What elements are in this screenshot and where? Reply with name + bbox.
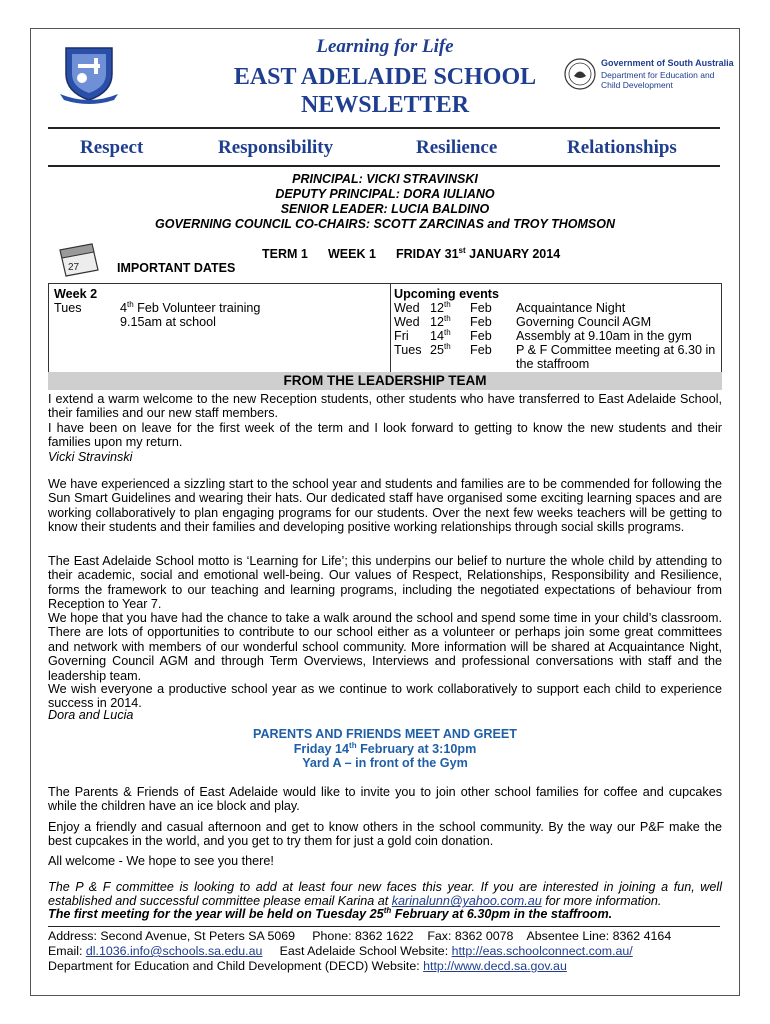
leadership-p4: The East Adelaide School motto is ‘Learning for Life’; this underpins our belief to nurture the whole child by attending to their academic, social and emotional well-being. Our values of Respect, Relationships, Responsibility and Resilience, forms the framework to our teaching and learning programs, including the negotiated expectations of behaviour from Reception to Year 7. — [48, 554, 722, 612]
footer-contacts: Email: dl.1036.info@schools.sa.edu.au East Adelaide School Website: http://eas.schoolconnect.com.au/ — [48, 944, 633, 958]
leadership-p2: I have been on leave for the first week of the term and I look forward to getting to know the new students and their families upon my return. — [48, 421, 722, 450]
upcoming-event: Wed 12th Feb Governing Council AGM — [394, 313, 652, 329]
newsletter-title-line1: EAST ADELAIDE SCHOOL — [233, 64, 537, 90]
leadership-p1: I extend a warm welcome to the new Reception students, other students who have transferred to East Adelaide School, their families and our new staff members. — [48, 392, 722, 421]
value-resilience: Resilience — [416, 137, 498, 158]
upcoming-events-list — [394, 301, 716, 371]
school-website-link[interactable]: http://eas.schoolconnect.com.au/ — [451, 944, 633, 958]
leadership-p5: We hope that you have had the chance to take a walk around the school and spend some time in your child’s classroom. There are lots of opportunities to contribute to our school either as a volunteer or perhaps join some great committees and network with members of our wonderful school community. More information will be shared at Acquaintance Night, Governing Council AGM and through Term Overviews, Interviews and professional conversations with staff and the leadership team. — [48, 611, 722, 683]
week2-day: Tues — [54, 301, 82, 315]
leadership-p3: We have experienced a sizzling start to the school year and students and families are to be commended for following the Sun Smart Guidelines and wearing their hats. Our dedicated staff have organised some exciting learning spaces and are working collaboratively to plan engaging programs for our students. Over the next few weeks teachers will be getting to know their students and their families and developing positive working relationships through social skills programs. — [48, 477, 722, 535]
upcoming-heading: Upcoming events — [394, 287, 499, 301]
week-label: WEEK 1 — [328, 247, 376, 261]
week2-event-time: 9.15am at school — [120, 315, 216, 329]
footer-decd: Department for Education and Child Development (DECD) Website: http://www.decd.sa.gov.au — [48, 959, 567, 973]
upcoming-event: Tues 25th Feb P & F Committee meeting at 6.30 in the staffroom — [394, 341, 716, 371]
pf-p1: The Parents & Friends of East Adelaide would like to invite you to join other school families for coffee and cupcakes while the children have an ice block and play. — [48, 785, 722, 814]
pf-date: Friday 14th February at 3:10pm — [293, 740, 477, 756]
value-relationships: Relationships — [567, 137, 677, 158]
karina-email-link[interactable]: karinalunn@yahoo.com.au — [391, 894, 542, 909]
divider-values — [48, 165, 720, 167]
value-respect: Respect — [80, 137, 144, 158]
newsletter-title-line2: NEWSLETTER — [300, 92, 470, 118]
senior-leader: SENIOR LEADER: LUCIA BALDINO — [280, 202, 490, 216]
gov-line2: Department for Education and — [601, 70, 715, 80]
school-motto: Learning for Life — [316, 36, 454, 57]
pf-p4: The P & F committee is looking to add at least four new faces this year. If you are interested in joining a fun, well established and successful committee please email Karina at karinalunn@yahoo.com.au for more information. — [48, 880, 722, 909]
gov-sa-emblem-icon — [563, 57, 597, 91]
pf-p5: The first meeting for the year will be held on Tuesday 25th February at 6.30pm in the staffroom. — [48, 905, 613, 921]
footer — [48, 929, 722, 974]
leadership-signature-2: Dora and Lucia — [48, 708, 134, 722]
pf-location: Yard A – in front of the Gym — [302, 756, 468, 770]
leadership-heading: FROM THE LEADERSHIP TEAM — [48, 372, 722, 390]
issue-date: FRIDAY 31st JANUARY 2014 — [396, 245, 561, 261]
week2-event: 4th Feb Volunteer training — [120, 299, 261, 315]
important-dates-heading: IMPORTANT DATES — [117, 261, 236, 275]
pf-heading: PARENTS AND FRIENDS MEET AND GREET — [252, 727, 517, 741]
pf-p2: Enjoy a friendly and casual afternoon and get to know others in the school community. By the way our P&F make the best cupcakes in the world, and you get to try them for just a gold coin donation. — [48, 820, 722, 849]
deputy-principal: DEPUTY PRINCIPAL: DORA IULIANO — [275, 187, 495, 201]
gov-line3: Child Development — [601, 80, 673, 90]
value-responsibility: Responsibility — [218, 137, 334, 158]
term-label: TERM 1 — [262, 247, 308, 261]
footer-address: Address: Second Avenue, St Peters SA 5069 Phone: 8362 1622 Fax: 8362 0078 Absentee Line: 8362 4164 — [48, 929, 672, 943]
pf-p3: All welcome - We hope to see you there! — [48, 854, 274, 868]
council-co-chairs: GOVERNING COUNCIL CO-CHAIRS: SCOTT ZARCINAS and TROY THOMSON — [155, 217, 615, 231]
gov-line1: Government of South Australia — [601, 58, 734, 68]
week2-heading: Week 2 — [54, 287, 98, 301]
decd-website-link[interactable]: http://www.decd.sa.gov.au — [423, 959, 567, 973]
dates-box-divider — [390, 283, 391, 373]
upcoming-event: Wed 12th Feb Acquaintance Night — [394, 299, 626, 315]
upcoming-event: Fri 14th Feb Assembly at 9.10am in the gym — [394, 327, 692, 343]
leadership-p6: We wish everyone a productive school year as we continue to work collaboratively to support each child to experience success in 2014. — [48, 682, 722, 711]
school-email-link[interactable]: dl.1036.info@schools.sa.edu.au — [85, 944, 263, 958]
svg-text:27: 27 — [68, 262, 80, 273]
calendar-icon — [54, 240, 102, 278]
principal: PRINCIPAL: VICKI STRAVINSKI — [292, 172, 478, 186]
leadership-signature-1: Vicki Stravinski — [48, 450, 133, 464]
divider-footer — [48, 926, 720, 927]
divider-top — [48, 127, 720, 129]
